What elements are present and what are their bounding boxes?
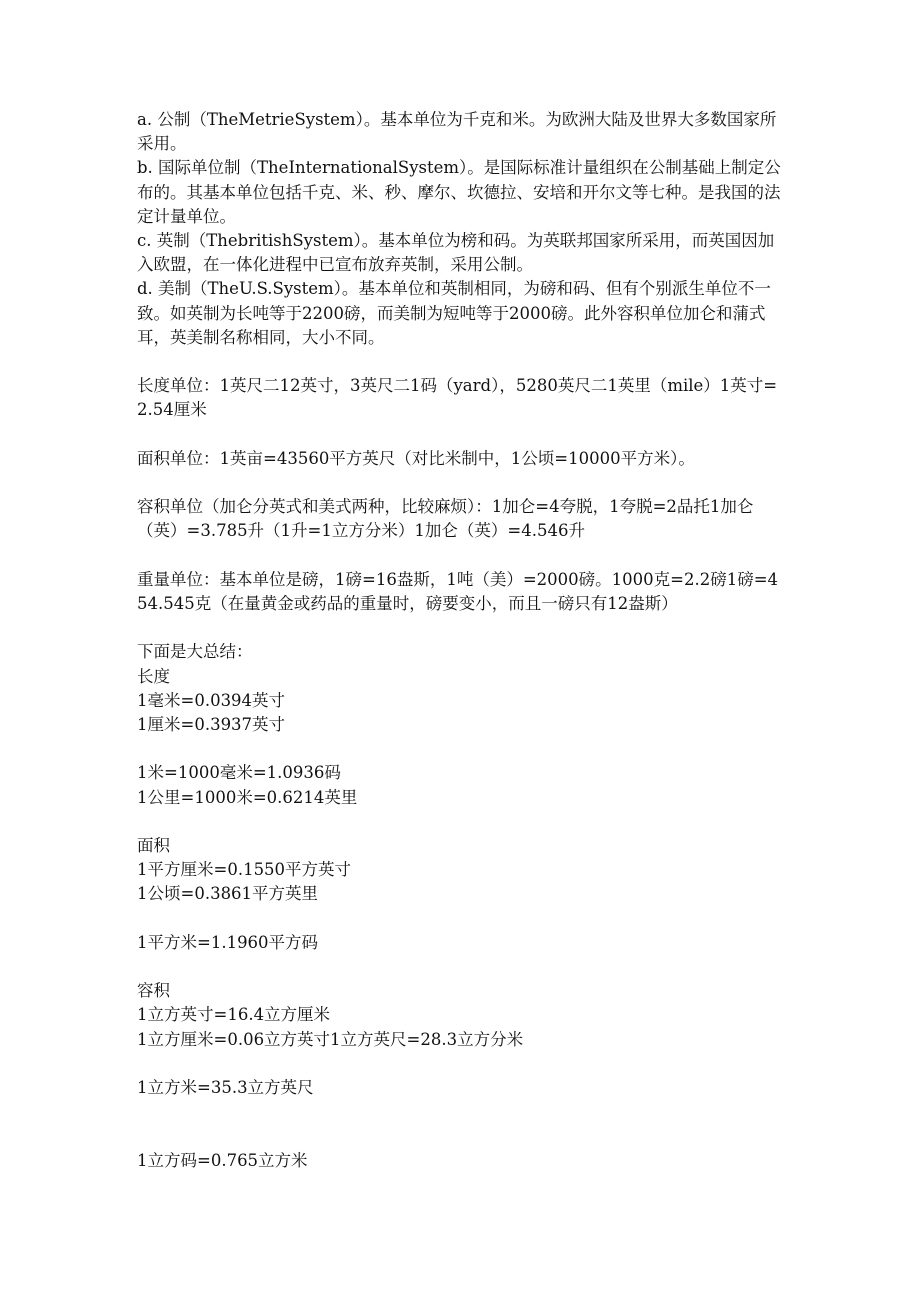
spacer	[137, 616, 787, 640]
summary-area-line: 1平方米=1.1960平方码	[137, 932, 319, 952]
summary-length-line: 1毫米=0.0394英寸	[137, 690, 286, 710]
system-metric: a. 公制（TheMetrieSystem）。基本单位为千克和米。为欧洲大陆及世界大多数国家所采用。	[137, 110, 777, 154]
spacer	[137, 471, 787, 495]
system-international: b. 国际单位制（TheInternationalSystem）。是国际标准计量组织在公制基础上制定公布的。其基本单位包括千克、米、秒、摩尔、坎德拉、安培和开尔文等七种。是我国的法定计量单位。	[137, 158, 781, 226]
summary-length-line: 1厘米=0.3937英寸	[137, 715, 286, 734]
spacer	[137, 1124, 787, 1148]
volume-units-paragraph: 容积单位（加仑分英式和美式两种，比较麻烦）：1加仑=4夸脱，1夸脱=2品托1加仑（英）=3.785升（1升=1立方分米）1加仑（英）=4.546升	[137, 497, 754, 541]
weight-units-paragraph: 重量单位：基本单位是磅，1磅=16盎斯，1吨（美）=2000磅。1000克=2.2磅1磅=454.545克（在量黄金或药品的重量时，磅要变小，而且一磅只有12盎斯）	[137, 569, 779, 613]
summary-volume-title: 容积	[137, 981, 170, 1001]
spacer	[137, 955, 787, 979]
summary-length-line: 1公里=1000米=0.6214英里	[137, 787, 358, 807]
summary-volume-line: 1立方厘米=0.06立方英寸1立方英尺=28.3立方分米	[137, 1029, 524, 1049]
spacer	[137, 907, 787, 931]
spacer	[137, 544, 787, 568]
spacer	[137, 810, 787, 834]
summary-volume-line: 1立方英寸=16.4立方厘米	[137, 1005, 331, 1025]
summary-area-line: 1平方厘米=0.1550平方英寸	[137, 860, 352, 880]
spacer	[137, 423, 787, 447]
system-british: c. 英制（ThebritishSystem）。基本单位为榜和码。为英联邦国家所采用，而英国因加入欧盟，在一体化进程中已宣布放弃英制，采用公制。	[137, 231, 775, 275]
summary-length-title: 长度	[137, 666, 170, 686]
summary-volume-line: 1立方米=35.3立方英尺	[137, 1077, 314, 1097]
system-us: d. 美制（TheU.S.System）。基本单位和英制相同，为磅和码、但有个别派生单位不一致。如英制为长吨等于2200磅，而美制为短吨等于2000磅。此外容积单位加仑和蒲式耳，英美制名称相同，大小不同。	[137, 279, 771, 347]
document-body	[137, 108, 787, 1173]
area-units-paragraph: 面积单位：1英亩=43560平方英尺（对比米制中，1公顷=10000平方米）。	[137, 448, 695, 468]
summary-length-line: 1米=1000毫米=1.0936码	[137, 763, 341, 783]
summary-volume-line: 1立方码=0.765立方米	[137, 1150, 308, 1170]
summary-area-line: 1公顷=0.3861平方英里	[137, 884, 319, 904]
spacer	[137, 1052, 787, 1076]
spacer	[137, 1100, 787, 1124]
length-units-paragraph: 长度单位：1英尺二12英寸，3英尺二1码（yard），5280英尺二1英里（mile）1英寸=2.54厘米	[137, 376, 778, 420]
spacer	[137, 737, 787, 761]
summary-area-title: 面积	[137, 835, 170, 855]
summary-heading: 下面是大总结：	[137, 642, 253, 662]
spacer	[137, 350, 787, 374]
